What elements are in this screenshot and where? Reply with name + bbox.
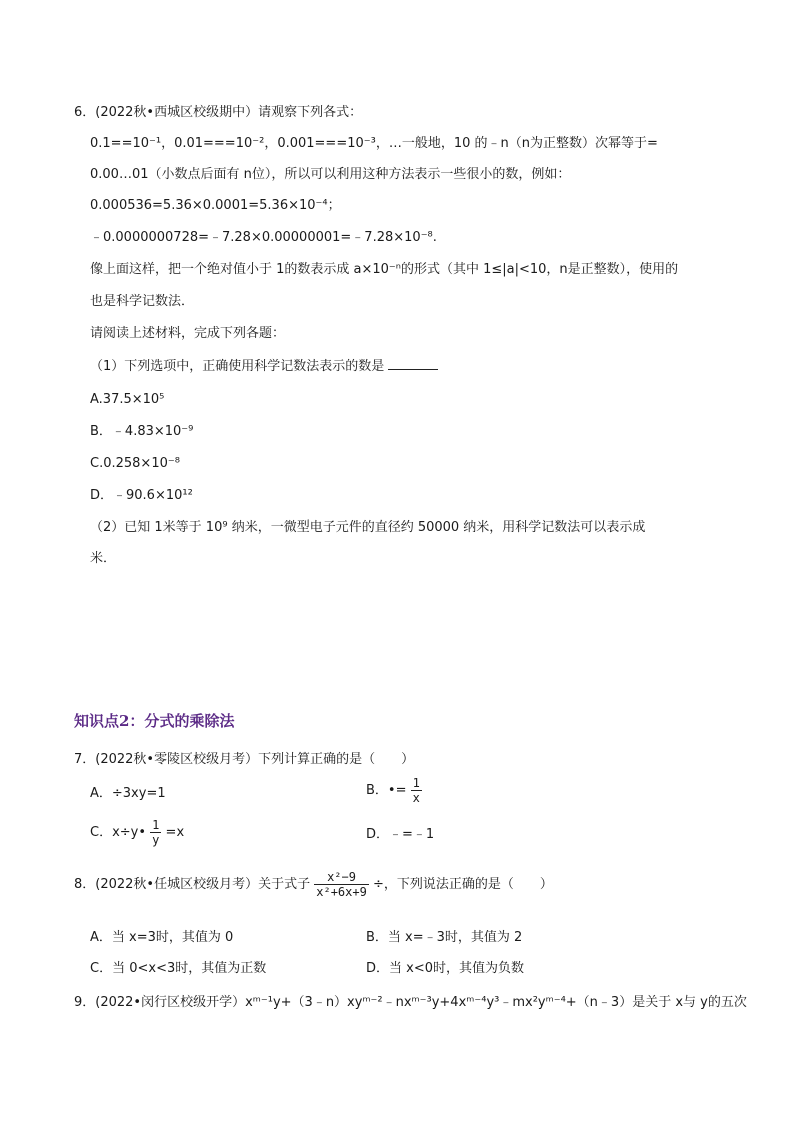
q7-header: 7．(2022秋•零陵区校级月考）下列计算正确的是（ ） [74,752,415,767]
q7-option-b-text: B．•= [366,783,407,798]
q6-line2: 0.00…01（小数点后面有 n位），所以可以利用这种方法表示一些很小的数，例如： [90,167,571,182]
q6-line1: 0.1==10⁻¹，0.01===10⁻²，0.001===10⁻³，…一般地，10 的﹣n（n为正整数）次幂等于= [90,136,658,151]
answer-blank[interactable] [388,357,438,370]
q6-sub1 [90,357,438,376]
fraction-denominator: y [152,833,160,847]
q6-sub2-line2: 米． [90,551,117,566]
q6-sub2-line1: （2）已知 1米等于 10⁹ 纳米，一微型电子元件的直径约 50000 纳米，用科学记数法可以表示成 [90,520,646,535]
q8-option-b: B．当 x=﹣3时，其值为 2 [366,930,523,945]
q6-option-a: A.37.5×10⁵ [90,392,165,407]
q7-option-c-fraction [150,818,161,847]
q7-option-b-fraction [411,776,422,805]
q7-option-b [366,776,422,805]
q6-line4: ﹣0.0000000728=﹣7.28×0.00000001=﹣7.28×10⁻⁸. [90,230,437,245]
q6-sub1-text: （1）下列选项中，正确使用科学记数法表示的数是 [90,359,385,374]
q7-option-c [90,818,184,847]
fraction-numerator: x²−9 [314,870,369,885]
q8-fraction [314,870,369,899]
fraction-denominator: x²+6x+9 [316,885,367,899]
fraction-numerator: 1 [412,776,420,790]
q8-option-a: A．当 x=3时，其值为 0 [90,930,234,945]
q6-option-c: C.0.258×10⁻⁸ [90,456,180,471]
q6-line6: 也是科学记数法． [90,294,195,309]
q8-header-post: ÷，下列说法正确的是（ ） [372,877,553,892]
q6-line7: 请阅读上述材料，完成下列各题： [90,326,286,341]
q6-header: 6．(2022秋•西城区校级期中）请观察下列各式： [74,105,363,120]
q6-option-b: B．﹣4.83×10⁻⁹ [90,424,194,439]
section-heading: 知识点2：分式的乘除法 [74,712,235,730]
q7-option-c-post: =x [165,825,185,840]
fraction-denominator: x [412,791,420,805]
q6-option-d: D．﹣90.6×10¹² [90,488,193,503]
q7-option-a: A．÷3xy=1 [90,786,166,801]
q9-header: 9．(2022•闵行区校级开学）xᵐ⁻¹y+（3﹣n）xyᵐ⁻²﹣nxᵐ⁻³y+4xᵐ⁻⁴y³﹣mx²yᵐ⁻⁴+（n﹣3）是关于 x与 y的五次 [74,995,747,1010]
q6-line3: 0.000536=5.36×0.0001=5.36×10⁻⁴； [90,198,341,213]
q8-option-d: D．当 x<0时，其值为负数 [366,961,524,976]
fraction-numerator: 1 [152,818,160,832]
q8-option-c: C．当 0<x<3时，其值为正数 [90,961,267,976]
q7-option-d: D．﹣=﹣1 [366,827,435,842]
q6-line5: 像上面这样，把一个绝对值小于 1的数表示成 a×10⁻ⁿ的形式（其中 1≤|a|<10，n是正整数），使用的 [90,262,679,277]
q8-header [74,870,553,899]
q8-header-pre: 8．(2022秋•任城区校级月考）关于式子 [74,877,311,892]
q7-option-c-pre: C．x÷y• [90,825,147,840]
